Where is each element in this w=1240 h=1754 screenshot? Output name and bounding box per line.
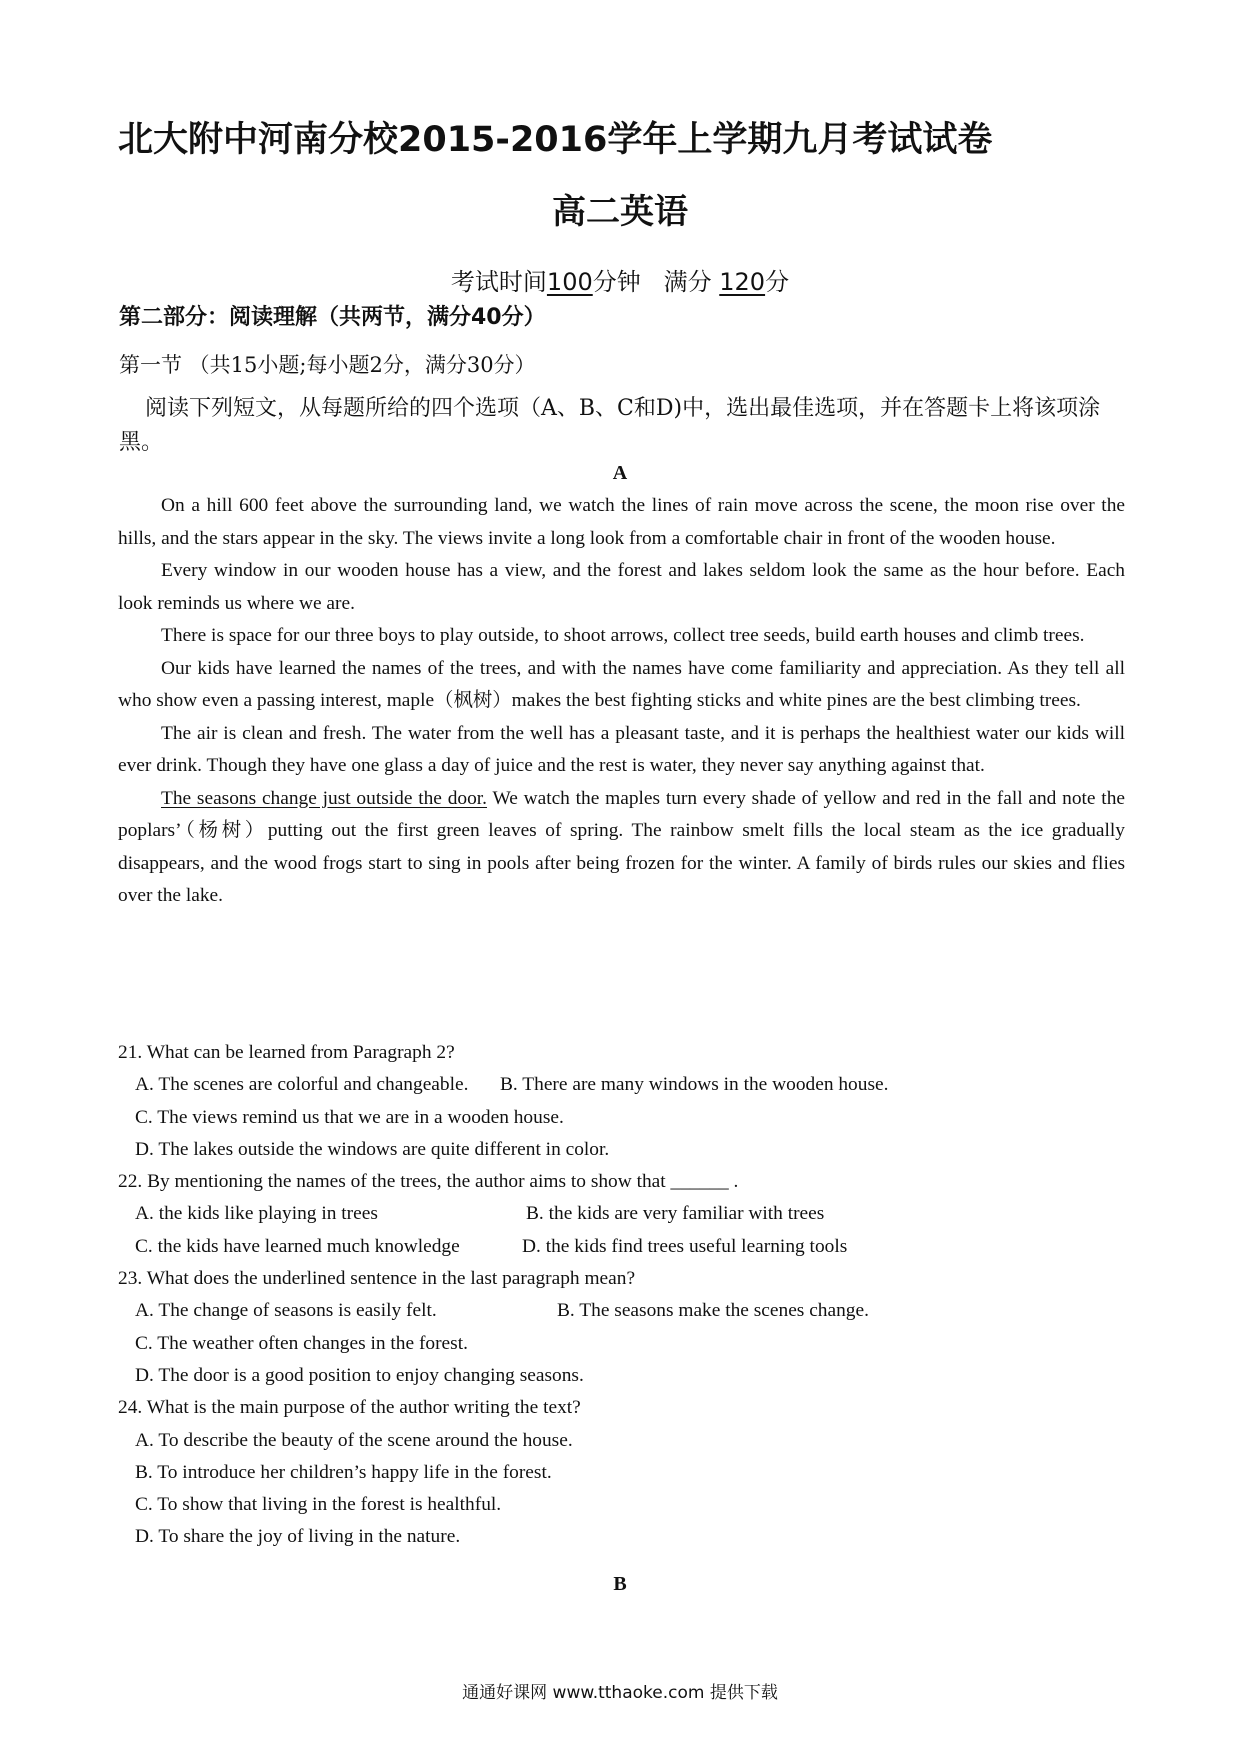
full-score-value: 120 <box>719 268 766 296</box>
option-row <box>118 1231 1125 1263</box>
exam-time-value: 100 <box>546 268 593 296</box>
option: C. The weather often changes in the forest. <box>135 1332 468 1354</box>
option-row <box>118 1295 1125 1327</box>
option: B. There are many windows in the wooden house. <box>500 1074 889 1096</box>
passage-paragraph: Every window in our wooden house has a view, and the forest and lakes seldom look the same as the hour before. Each look reminds us where we are. <box>118 560 1125 614</box>
full-score-unit: 分 <box>765 268 790 296</box>
section-heading: 第二部分：阅读理解（共两节，满分40分） <box>119 305 546 330</box>
option: A. the kids like playing in trees <box>135 1203 378 1225</box>
exam-title: 北大附中河南分校2015-2016学年上学期九月考试试卷 <box>118 120 993 160</box>
exam-time-unit: 分钟 <box>592 268 641 296</box>
option: C. the kids have learned much knowledge <box>135 1235 460 1257</box>
option: C. To show that living in the forest is healthful. <box>135 1494 502 1516</box>
option-row <box>118 1489 1125 1521</box>
option: D. The lakes outside the windows are quite different in color. <box>135 1138 610 1160</box>
exam-info <box>0 262 1240 297</box>
option: B. The seasons make the scenes change. <box>557 1300 869 1322</box>
full-score-label: 满分 <box>663 268 712 296</box>
option-row <box>118 1328 1125 1360</box>
option: D. To share the joy of living in the nature. <box>135 1526 461 1548</box>
underlined-sentence: The seasons change just outside the door. <box>161 787 488 809</box>
passage-b-label: B <box>613 1573 627 1595</box>
last-paragraph-rest: We watch the maples turn every shade of yellow and red in the fall and note the poplars’（杨树）putting out the first green leaves of spring. The rainbow smelt fills the local steam as the ice gradually disappears, and the wood frogs start to sing in pools after being frozen for the winter. A family of birds rules our skies and flies over the lake. <box>118 787 1125 906</box>
question-stem: 21. What can be learned from Paragraph 2? <box>118 1042 455 1063</box>
option: D. the kids find trees useful learning tools <box>522 1235 848 1257</box>
passage-paragraph: The air is clean and fresh. The water from the well has a pleasant taste, and it is perhaps the healthiest water our kids will ever drink. Though they have one glass a day of juice and the rest is water, they never say anything against that. <box>118 722 1125 776</box>
option-row <box>118 1457 1125 1489</box>
passage-paragraph: There is space for our three boys to play outside, to shoot arrows, collect tree seeds, build earth houses and climb trees. <box>161 625 1085 646</box>
exam-time-label: 考试时间 <box>450 268 547 296</box>
option: B. the kids are very familiar with trees <box>526 1203 825 1225</box>
option-row <box>118 1198 1125 1230</box>
question-stem: 22. By mentioning the names of the trees, the author aims to show that ______ . <box>118 1171 739 1193</box>
passage-paragraph: On a hill 600 feet above the surrounding land, we watch the lines of rain move across the scene, the moon rise over the hills, and the stars appear in the sky. The views invite a long look from a comfortable chair in front of the wooden house. <box>118 495 1125 549</box>
option-row <box>118 1069 1125 1101</box>
question-stem: 24. What is the main purpose of the author writing the text? <box>118 1397 581 1419</box>
passage-paragraph: Our kids have learned the names of the trees, and with the names have come familiarity and appreciation. As they tell all who show even a passing interest, maple（枫树）makes the best fighting sticks and white pines are the best climbing trees. <box>118 657 1125 711</box>
instruction-text: 阅读下列短文，从每题所给的四个选项（A、B、C和D)中，选出最佳选项，并在答题卡上将该项涂黑。 <box>119 396 1101 455</box>
passage-a <box>118 490 1125 913</box>
option-row <box>118 1360 1125 1392</box>
question-list <box>118 1037 1125 1554</box>
passage-a-label: A <box>612 462 628 484</box>
subsection-heading: 第一节 （共15小题;每小题2分，满分30分） <box>119 353 536 377</box>
option: B. To introduce her children’s happy life in the forest. <box>135 1461 552 1483</box>
option: A. The scenes are colorful and changeable. <box>135 1074 469 1096</box>
option-row <box>118 1134 1125 1166</box>
passage-paragraph-last <box>118 783 1125 913</box>
option: D. The door is a good position to enjoy changing seasons. <box>135 1364 584 1386</box>
option-row <box>118 1102 1125 1134</box>
option-row <box>118 1425 1125 1457</box>
subject-title: 高二英语 <box>552 192 688 232</box>
footer-watermark: 通通好课网 www.tthaoke.com 提供下载 <box>462 1683 778 1703</box>
option: C. The views remind us that we are in a wooden house. <box>135 1106 564 1128</box>
question-stem: 23. What does the underlined sentence in the last paragraph mean? <box>118 1268 636 1290</box>
option-row <box>118 1521 1125 1553</box>
option: A. The change of seasons is easily felt. <box>135 1300 437 1322</box>
option: A. To describe the beauty of the scene around the house. <box>135 1429 573 1451</box>
